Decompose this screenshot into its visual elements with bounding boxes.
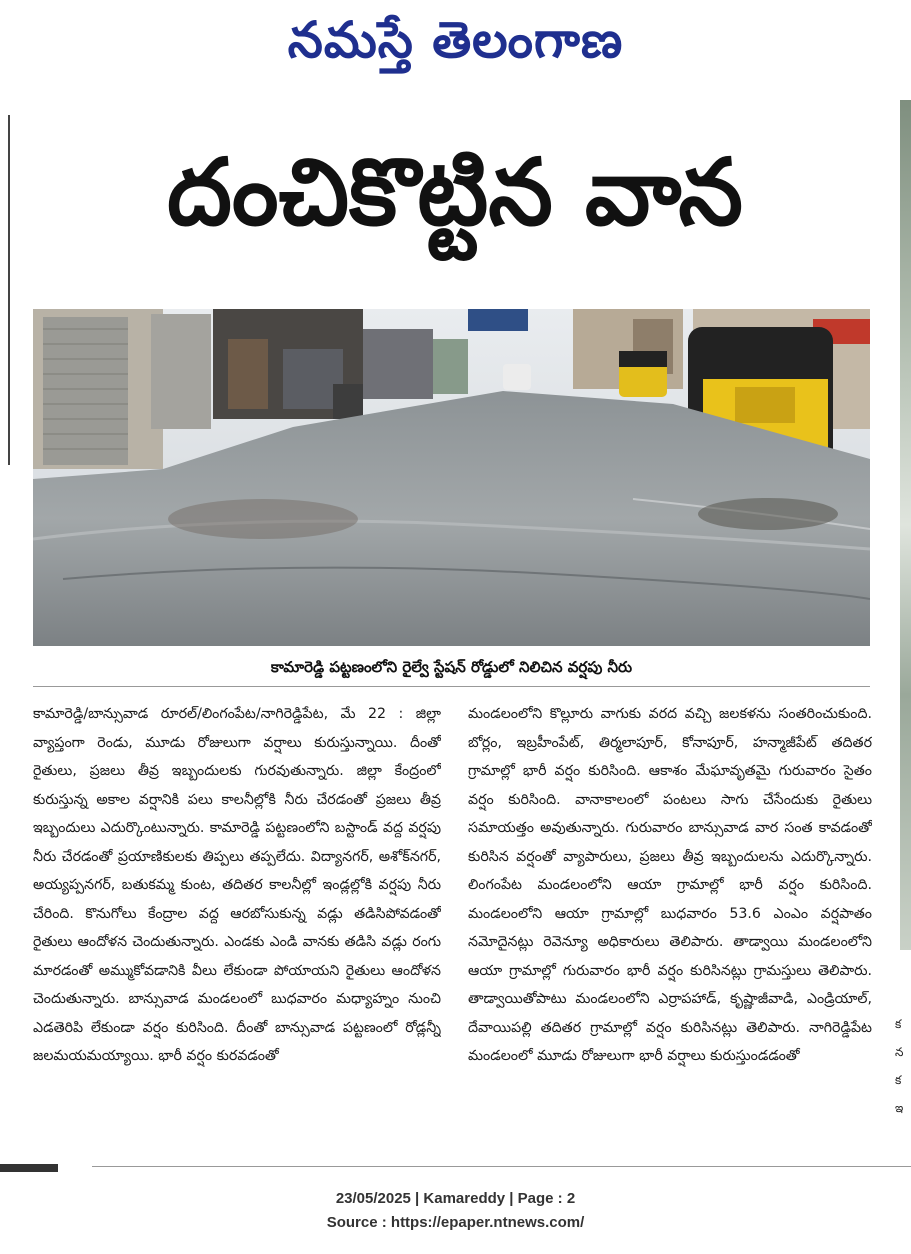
footer-source-line[interactable]: Source : https://epaper.ntnews.com/ <box>326 1214 585 1231</box>
article-column-right: మండలంలోని కొల్లూరు వాగుకు వరద వచ్చి జలకళను సంతరించుకుంది. బోర్లం, ఇబ్రహీంపేట్, తిర్మలాపూర్, కోనాపూర్, హన్మాజీపేట్ తదితర గ్రామాల్లో భారీ వర్షం కురిసింది. ఆకాశం మేఘావృతమై గురువారం సైతం వర్షం కురిసింది. వానాకాలంలో పంటలు సాగు చేసేందుకు రైతులు సమాయత్తం అవుతున్నారు. గురువారం బాన్సువాడ వార సంత కావడంతో కురిసిన వర్షంతో వ్యాపారులు, ప్రజలు తీవ్ర ఇబ్బందులను ఎదుర్కొన్నారు. లింగంపేట మండలంలోని ఆయా గ్రామాల్లో భారీ వర్షం కురిసింది. మండలంలోని ఆయా గ్రామాల్లో బుధవారం 53.6 ఎంఎం వర్షపాతం నమోదైనట్లు రెవెన్యూ అధికారులు తెలిపారు. తాడ్వాయి మండలంలోని ఆయా గ్రామాల్లో గురువారం భారీ వర్షం కురిసినట్లు గ్రామస్తులు తెలిపారు. తాడ్వాయితోపాటు మండలంలోని ఎర్రాపహాడ్, కృష్ణాజీవాడి, ఎండ్రియాల్, దేవాయిపల్లి తదితర గ్రామాల్లో వర్షం కురిసినట్లు తెలిపారు. నాగిరెడ్డిపేట మండలంలో మూడు రోజులుగా భారీ వర్షాలు కురుస్తుండడంతో <box>468 706 872 1064</box>
article-column-left: కామారెడ్డి/బాన్సువాడ రూరల్/లింగంపేట/నాగిరెడ్డిపేట, మే 22 : జిల్లా వ్యాప్తంగా రెండు, మూడు రోజులుగా వర్షాలు కురుస్తున్నాయి. దీంతో రైతులు, ప్రజలు తీవ్ర ఇబ్బందులకు గురవుతున్నారు. జిల్లా కేంద్రంలో కురుస్తున్న అకాల వర్షానికి పలు కాలనీల్లోకి నీరు చేరడంతో ప్రజలు తీవ్ర ఇబ్బందులు ఎదుర్కొంటున్నారు. కామారెడ్డి పట్టణంలోని బస్టాండ్ వద్ద వర్షపు నీరు చేరడంతో ప్రయాణికులకు తిప్పలు తప్పలేదు. విద్యానగర్, అశోక్‌నగర్, అయ్యప్పనగర్, బతుకమ్మ కుంట, తదితర కాలనీల్లో ఇండ్లల్లోకి వర్షపు నీరు చేరింది. కొనుగోలు కేంద్రాల వద్ద ఆరబోసుకున్న వడ్లు తడిసిపోవడంతో రైతులు ఆందోళన చెందుతున్నారు. ఎండకు ఎండి వానకు తడిసి వడ్లు రంగు మారడంతో అమ్ముకోవడానికి వీలు లేకుండా పోయాయని రైతులు ఆందోళన చెందుతున్నారు. బాన్సువాడ మండలంలో బుధవారం మధ్యాహ్నం నుంచి ఎడతెరిపి లేకుండా వర్షం కురిసింది. దీంతో బాన్సువాడ పట్టణంలో రోడ్లన్నీ జలమయమయ్యాయి. భారీ వర్షం కురవడంతో <box>33 706 441 1064</box>
flooded-road-photo <box>33 309 870 646</box>
page-corner-bar <box>0 1164 58 1172</box>
news-photo <box>33 309 870 646</box>
masthead-logo: నమస్తే తెలంగాణ <box>287 11 624 69</box>
caption-divider <box>33 686 870 687</box>
headline: దంచికొట్టిన వాన <box>166 139 744 246</box>
adjacent-article-photo-edge <box>900 100 911 950</box>
photo-caption: కామారెడ్డి పట్టణంలోని రైల్వే స్టేషన్ రోడ్డులో నిలిచిన వర్షపు నీరు <box>270 658 633 676</box>
footer-date-line: 23/05/2025 | Kamareddy | Page : 2 <box>335 1190 576 1207</box>
adjacent-article-text-edge: క న క ఇ <box>895 1017 904 1115</box>
page-bottom-divider <box>92 1166 911 1167</box>
left-column-rule <box>8 115 10 465</box>
